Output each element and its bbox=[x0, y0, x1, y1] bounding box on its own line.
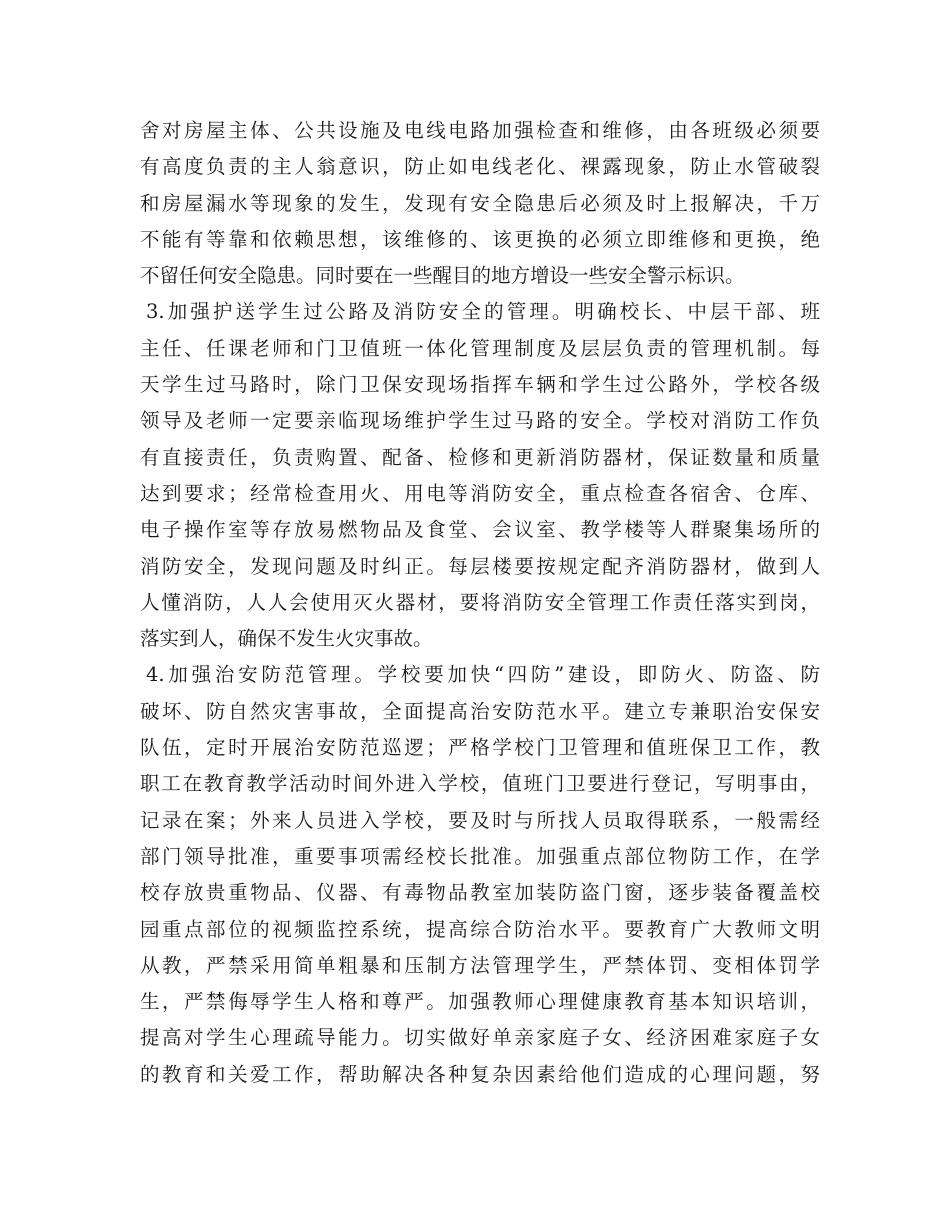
body-text bbox=[140, 113, 820, 1093]
text-line: 达到要求；经常检查用火、用电等消防安全，重点检查各宿舍、仓库、 bbox=[140, 481, 820, 505]
text-line: 4.加强治安防范管理。学校要加快“四防”建设，即防火、防盗、防 bbox=[146, 663, 820, 687]
text-line: 人懂消防，人人会使用灭火器材，要将消防安全管理工作责任落实到岗， bbox=[140, 590, 820, 614]
text-line: 舍对房屋主体、公共设施及电线电路加强检查和维修，由各班级必须要 bbox=[140, 119, 820, 142]
text-line: 队伍，定时开展治安防范巡逻；严格学校门卫管理和值班保卫工作，教 bbox=[140, 736, 820, 760]
text-line: 部门领导批准，重要事项需经校长批准。加强重点部位物防工作，在学 bbox=[140, 844, 820, 868]
text-line: 落实到人，确保不发生火灾事故。 bbox=[140, 627, 433, 651]
text-line: 和房屋漏水等现象的发生，发现有安全隐患后必须及时上报解决，千万 bbox=[140, 191, 820, 215]
text-line: 电子操作室等存放易燃物品及食堂、会议室、教学楼等人群聚集场所的 bbox=[140, 518, 820, 542]
text-line: 提高对学生心理疏导能力。切实做好单亲家庭子女、经济困难家庭子女 bbox=[140, 1026, 820, 1050]
text-line: 不留任何安全隐患。同时要在一些醒目的地方增设一些安全警示标识。 bbox=[140, 264, 745, 288]
text-line: 有直接责任，负责购置、配备、检修和更新消防器材，保证数量和质量 bbox=[140, 445, 820, 469]
text-line: 职工在教育教学活动时间外进入学校，值班门卫要进行登记，写明事由， bbox=[140, 772, 820, 796]
text-line: 园重点部位的视频监控系统，提高综合防治水平。要教育广大教师文明 bbox=[140, 917, 820, 941]
text-line: 校存放贵重物品、仪器、有毒物品教室加装防盗门窗，逐步装备覆盖校 bbox=[140, 881, 820, 905]
text-line: 的教育和关爱工作，帮助解决各种复杂因素给他们造成的心理问题，努 bbox=[140, 1062, 820, 1086]
text-line: 有高度负责的主人翁意识，防止如电线老化、裸露现象，防止水管破裂 bbox=[140, 155, 820, 179]
text-line: 生，严禁侮辱学生人格和尊严。加强教师心理健康教育基本知识培训， bbox=[140, 990, 820, 1014]
text-line: 3.加强护送学生过公路及消防安全的管理。明确校长、中层干部、班 bbox=[146, 300, 820, 324]
text-line: 领导及老师一定要亲临现场维护学生过马路的安全。学校对消防工作负 bbox=[140, 409, 820, 433]
text-line: 记录在案；外来人员进入学校，要及时与所找人员取得联系，一般需经 bbox=[140, 808, 820, 832]
text-line: 天学生过马路时，除门卫保安现场指挥车辆和学生过公路外，学校各级 bbox=[140, 373, 820, 397]
text-line: 破坏、防自然灾害事故，全面提高治安防范水平。建立专兼职治安保安 bbox=[140, 699, 820, 723]
text-line: 从教，严禁采用简单粗暴和压制方法管理学生，严禁体罚、变相体罚学 bbox=[140, 953, 820, 977]
text-line: 不能有等靠和依赖思想，该维修的、该更换的必须立即维修和更换，绝 bbox=[140, 227, 820, 251]
text-line: 消防安全，发现问题及时纠正。每层楼要按规定配齐消防器材，做到人 bbox=[140, 554, 820, 578]
text-line: 主任、任课老师和门卫值班一体化管理制度及层层负责的管理机制。每 bbox=[140, 336, 820, 360]
